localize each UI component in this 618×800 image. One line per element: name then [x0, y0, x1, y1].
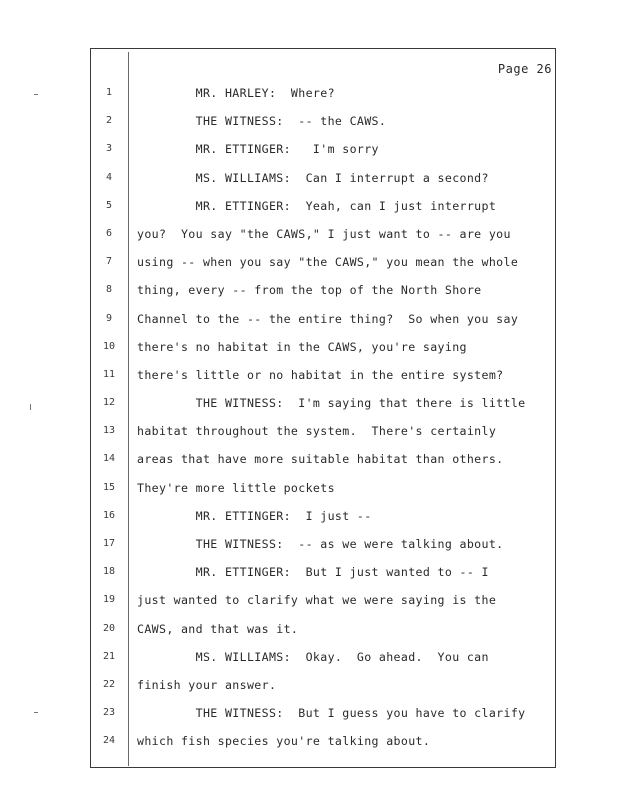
transcript-line	[90, 248, 556, 276]
line-number: 8	[105, 284, 113, 296]
line-number: 20	[102, 622, 116, 634]
line-number: 24	[102, 735, 116, 747]
transcript-line	[90, 192, 556, 220]
line-number: 7	[105, 256, 113, 268]
transcript-line	[90, 445, 556, 473]
line-number: 2	[105, 115, 113, 127]
page-number: Page 26	[497, 62, 552, 76]
line-text: THE WITNESS: I'm saying that there is little	[137, 396, 526, 411]
line-number: 22	[102, 678, 116, 690]
line-text: MR. ETTINGER: I'm sorry	[137, 142, 379, 157]
line-number: 5	[105, 199, 113, 211]
transcript-line	[90, 361, 556, 389]
transcript-line	[90, 530, 556, 558]
line-text: which fish species you're talking about.	[137, 734, 431, 749]
line-number: 13	[102, 425, 116, 437]
line-text: habitat throughout the system. There's certainly	[137, 424, 497, 439]
line-text: areas that have more suitable habitat than others.	[137, 452, 504, 467]
line-number: 3	[105, 143, 113, 155]
line-text: MR. ETTINGER: But I just wanted to -- I	[137, 565, 489, 580]
scan-mark	[34, 712, 38, 713]
line-text: finish your answer.	[137, 677, 277, 692]
line-number: 16	[102, 509, 116, 521]
line-text: MS. WILLIAMS: Can I interrupt a second?	[137, 170, 489, 185]
line-number: 14	[102, 453, 116, 465]
line-number: 19	[102, 594, 116, 606]
transcript-line	[90, 135, 556, 163]
transcript-line	[90, 79, 556, 107]
line-number: 9	[105, 312, 113, 324]
transcript-line	[90, 305, 556, 333]
line-text: MS. WILLIAMS: Okay. Go ahead. You can	[137, 649, 489, 664]
transcript-line	[90, 727, 556, 755]
line-text: They're more little pockets	[137, 480, 335, 495]
line-number: 21	[102, 650, 116, 662]
line-text: THE WITNESS: But I guess you have to clarify	[137, 706, 526, 721]
transcript-line	[90, 615, 556, 643]
line-text: thing, every -- from the top of the North Shore	[137, 283, 482, 298]
line-text: using -- when you say "the CAWS," you mean the whole	[137, 255, 519, 270]
scan-mark	[34, 94, 38, 95]
line-number: 6	[105, 227, 113, 239]
line-text: CAWS, and that was it.	[137, 621, 299, 636]
transcript-lines	[90, 79, 556, 756]
line-text: there's little or no habitat in the entire system?	[137, 367, 504, 382]
transcript-line	[90, 164, 556, 192]
line-text: Channel to the -- the entire thing? So when you say	[137, 311, 519, 326]
line-text: MR. ETTINGER: I just --	[137, 508, 372, 523]
transcript-line	[90, 276, 556, 304]
line-text: MR. ETTINGER: Yeah, can I just interrupt	[137, 198, 497, 213]
transcript-line	[90, 417, 556, 445]
transcript-line	[90, 107, 556, 135]
line-number: 23	[102, 707, 116, 719]
transcript-line	[90, 699, 556, 727]
scan-mark	[30, 404, 31, 410]
line-text: there's no habitat in the CAWS, you're saying	[137, 339, 467, 354]
transcript-line	[90, 671, 556, 699]
transcript-line	[90, 502, 556, 530]
line-text: THE WITNESS: -- as we were talking about.	[137, 537, 504, 551]
line-number: 4	[105, 171, 113, 183]
line-text: MR. HARLEY: Where?	[137, 86, 335, 100]
transcript-line	[90, 474, 556, 502]
line-number: 12	[102, 397, 116, 409]
transcript-line	[90, 643, 556, 671]
line-text: THE WITNESS: -- the CAWS.	[137, 114, 387, 129]
transcript-line	[90, 558, 556, 586]
transcript-line	[90, 333, 556, 361]
transcript-line	[90, 220, 556, 248]
line-number: 15	[102, 481, 116, 493]
transcript-line	[90, 586, 556, 614]
line-text: just wanted to clarify what we were saying is the	[137, 593, 497, 608]
line-text: you? You say "the CAWS," I just want to -- are you	[137, 226, 511, 241]
line-number: 11	[102, 368, 116, 380]
line-number: 17	[102, 538, 116, 549]
line-number: 18	[102, 566, 116, 578]
line-number: 1	[105, 87, 113, 98]
line-number: 10	[102, 340, 116, 352]
transcript-line	[90, 389, 556, 417]
